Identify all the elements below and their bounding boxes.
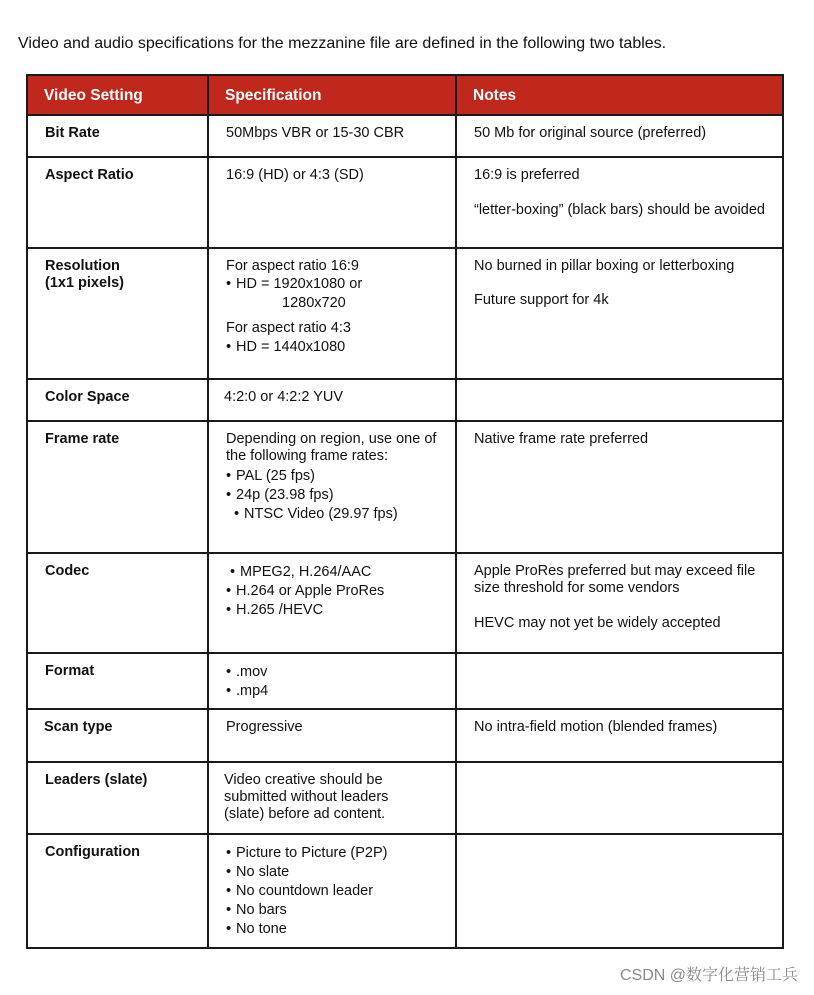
label-bit-rate: Bit Rate — [27, 115, 208, 157]
spec-frame-rate-intro: Depending on region, use one of the following frame rates: — [226, 431, 437, 464]
spec-leaders: Video creative should be submitted without leaders (slate) before ad content. — [208, 762, 456, 834]
header-row — [27, 75, 783, 115]
spec-bit-rate: 50Mbps VBR or 15-30 CBR — [208, 115, 456, 157]
row-bit-rate — [27, 115, 783, 157]
header-video-setting: Video Setting — [27, 75, 208, 115]
notes-scan-type: No intra-field motion (blended frames) — [456, 709, 783, 762]
spec-resolution-list-2 — [226, 338, 445, 357]
label-frame-rate: Frame rate — [27, 421, 208, 553]
list-item: • MPEG2, H.264/AAC — [230, 563, 445, 582]
row-leaders — [27, 762, 783, 834]
row-color-space — [27, 379, 783, 421]
notes-leaders — [456, 762, 783, 834]
notes-bit-rate: 50 Mb for original source (preferred) — [456, 115, 783, 157]
list-item: • HD = 1920x1080 or — [226, 275, 445, 294]
notes-frame-rate: Native frame rate preferred — [456, 421, 783, 553]
csdn-watermark: CSDN @数字化营销工兵 — [619, 967, 798, 984]
list-item: • H.265 /HEVC — [226, 601, 445, 620]
list-item: • H.264 or Apple ProRes — [226, 582, 445, 601]
spec-scan-type: Progressive — [208, 709, 456, 762]
notes-codec-1: Apple ProRes preferred but may exceed file size threshold for some vendors — [474, 563, 756, 596]
row-scan-type — [27, 709, 783, 762]
label-codec: Codec — [27, 553, 208, 653]
video-spec-table — [26, 74, 784, 949]
label-format: Format — [27, 653, 208, 709]
list-item: • 24p (23.98 fps) — [226, 486, 445, 505]
spec-color-space: 4:2:0 or 4:2:2 YUV — [208, 379, 456, 421]
notes-resolution — [456, 248, 783, 379]
spec-configuration — [208, 834, 456, 948]
notes-resolution-2: Future support for 4k — [474, 292, 609, 308]
notes-color-space — [456, 379, 783, 421]
row-format — [27, 653, 783, 709]
row-aspect-ratio — [27, 157, 783, 248]
row-codec — [27, 553, 783, 653]
list-item: • PAL (25 fps) — [226, 467, 445, 486]
list-item: • No bars — [226, 901, 445, 920]
spec-frame-rate-list — [226, 467, 445, 524]
list-item: • HD = 1440x1080 — [226, 338, 445, 357]
notes-format — [456, 653, 783, 709]
label-scan-type: Scan type — [27, 709, 208, 762]
spec-resolution-heading-1: For aspect ratio 16:9 — [226, 258, 359, 274]
label-resolution — [27, 248, 208, 379]
notes-aspect-ratio-2: “letter-boxing” (black bars) should be avoided — [474, 202, 765, 218]
header-notes: Notes — [456, 75, 783, 115]
label-resolution-line-2: (1x1 pixels) — [45, 275, 124, 291]
notes-aspect-ratio-1: 16:9 is preferred — [474, 167, 580, 183]
row-frame-rate — [27, 421, 783, 553]
notes-codec-2: HEVC may not yet be widely accepted — [474, 615, 721, 631]
notes-codec — [456, 553, 783, 653]
row-configuration — [27, 834, 783, 948]
list-item: • Picture to Picture (P2P) — [226, 844, 445, 863]
spec-format — [208, 653, 456, 709]
notes-configuration — [456, 834, 783, 948]
notes-resolution-1: No burned in pillar boxing or letterboxing — [474, 258, 735, 274]
list-item: • No slate — [226, 863, 445, 882]
spec-resolution — [208, 248, 456, 379]
list-item: • .mov — [226, 663, 445, 682]
label-configuration: Configuration — [27, 834, 208, 948]
intro-paragraph: Video and audio specifications for the mezzanine file are defined in the following two tables. — [18, 35, 667, 52]
spec-configuration-list — [226, 844, 445, 939]
label-resolution-line-1: Resolution — [45, 258, 120, 274]
spec-aspect-ratio: 16:9 (HD) or 4:3 (SD) — [208, 157, 456, 248]
notes-aspect-ratio — [456, 157, 783, 248]
spec-resolution-heading-2: For aspect ratio 4:3 — [226, 320, 351, 336]
list-item: • .mp4 — [226, 682, 445, 701]
list-item: • No countdown leader — [226, 882, 445, 901]
label-color-space: Color Space — [27, 379, 208, 421]
spec-resolution-list-1 — [226, 275, 445, 294]
label-leaders: Leaders (slate) — [27, 762, 208, 834]
spec-resolution-continuation: 1280x720 — [282, 295, 346, 311]
spec-codec-list — [226, 563, 445, 620]
spec-codec — [208, 553, 456, 653]
label-aspect-ratio: Aspect Ratio — [27, 157, 208, 248]
spec-frame-rate — [208, 421, 456, 553]
spec-format-list — [226, 663, 445, 701]
header-specification: Specification — [208, 75, 456, 115]
list-item: • No tone — [226, 920, 445, 939]
list-item: • NTSC Video (29.97 fps) — [234, 505, 445, 524]
row-resolution — [27, 248, 783, 379]
